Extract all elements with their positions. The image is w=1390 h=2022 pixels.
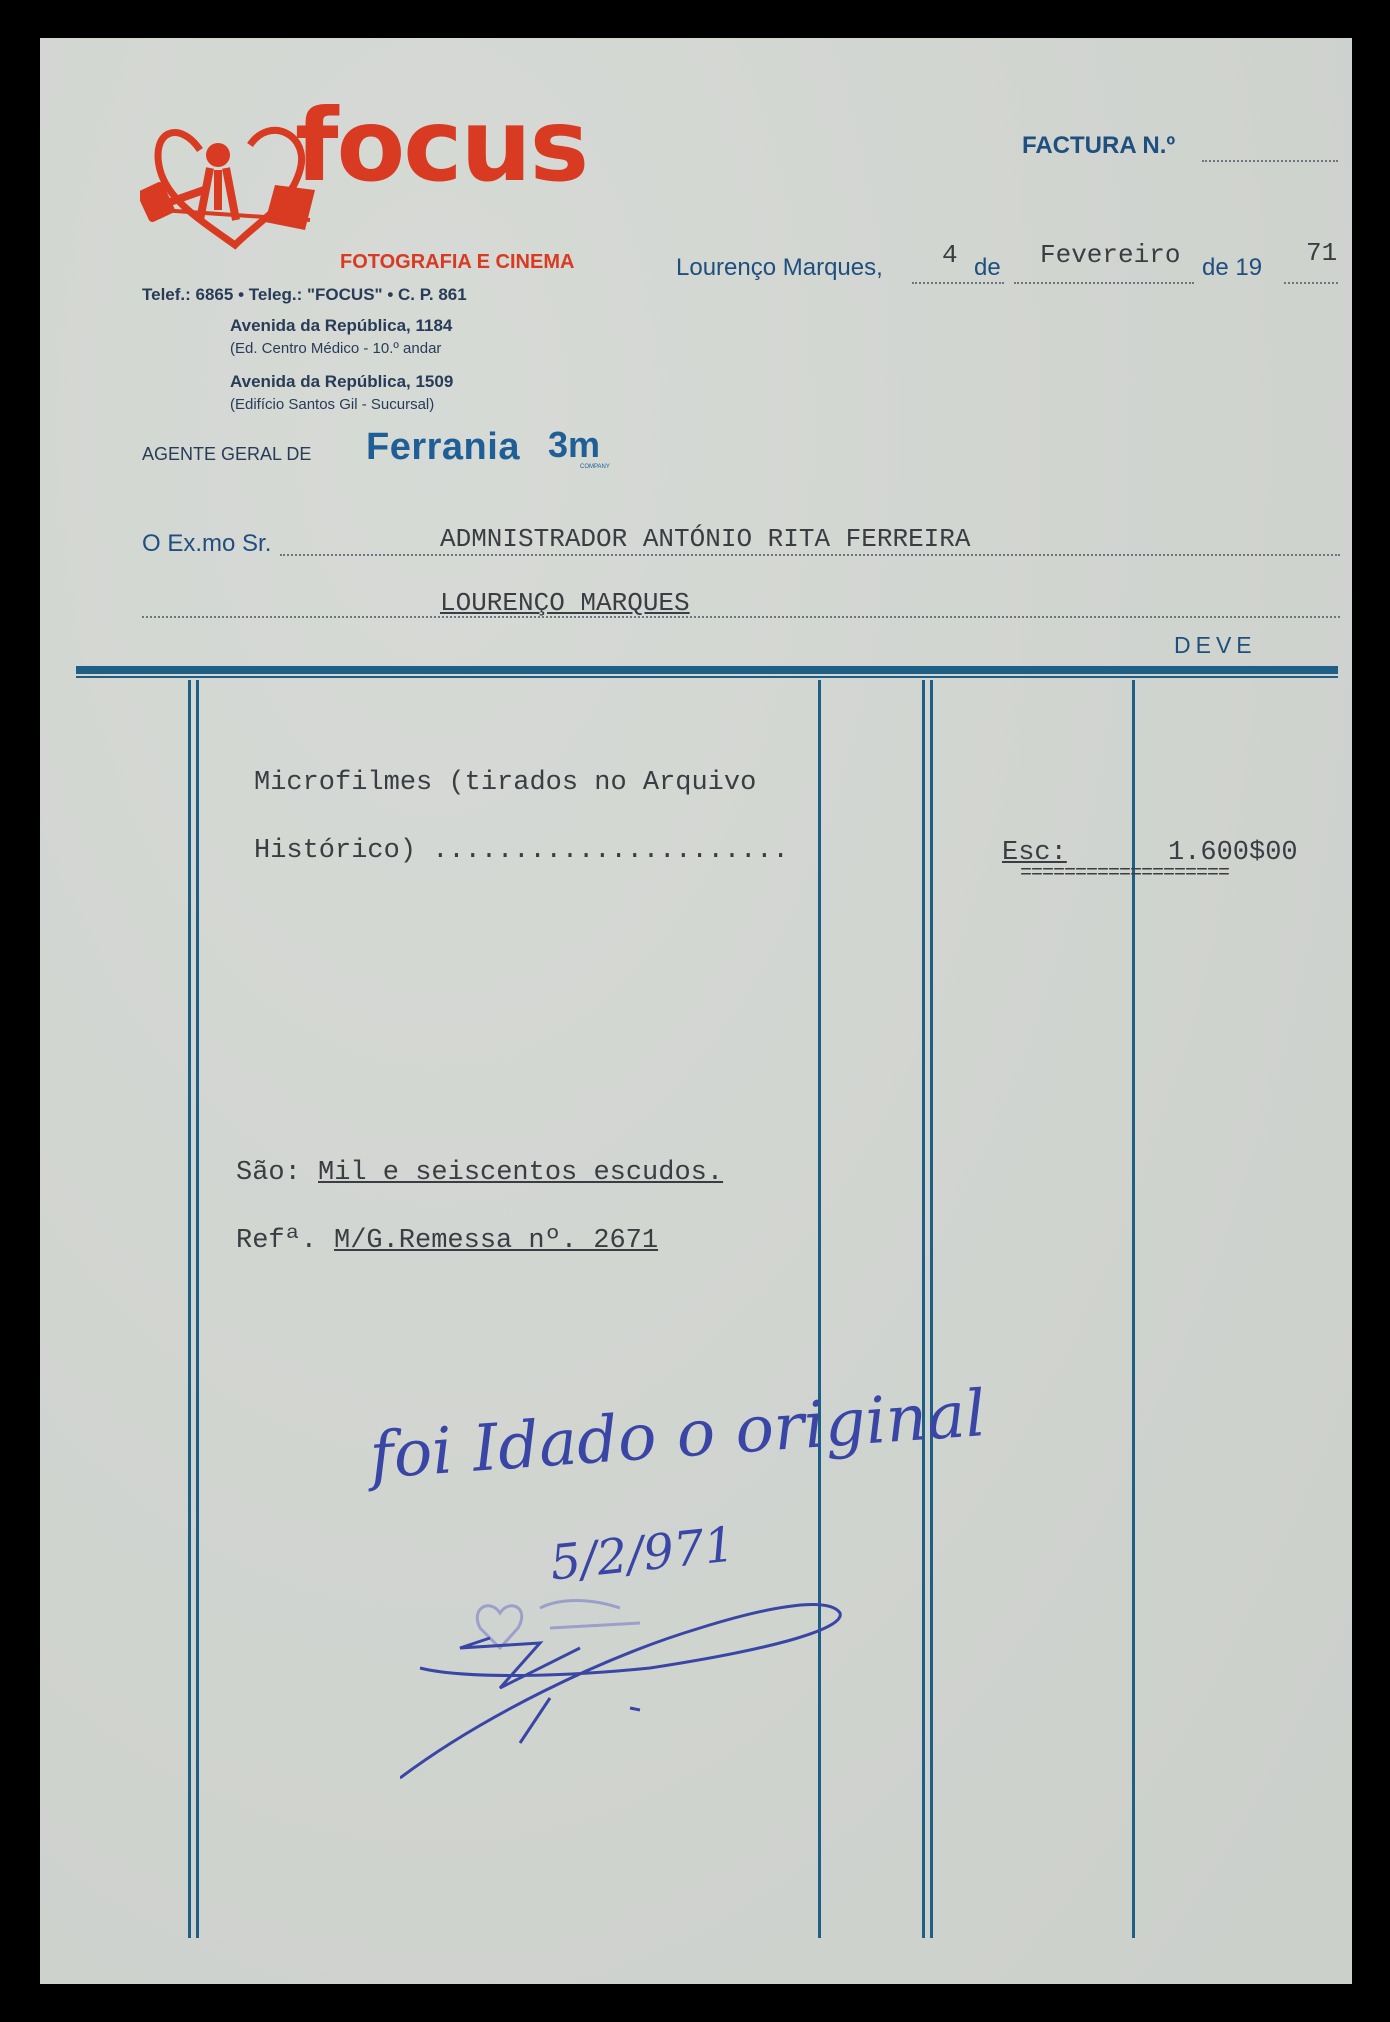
address-2-note: (Edifício Santos Gil - Sucursal) bbox=[230, 396, 435, 413]
brand-3m-company: COMPANY bbox=[580, 464, 610, 470]
address-1: Avenida da República, 1184 bbox=[230, 316, 453, 335]
handwritten-note: foi Idado o original bbox=[367, 1377, 989, 1494]
date-year: 71 bbox=[1306, 238, 1338, 268]
salutation: O Ex.mo Sr. bbox=[142, 530, 272, 557]
place-label: Lourenço Marques, bbox=[676, 254, 883, 281]
table-top-rule bbox=[76, 666, 1338, 674]
company-stamp-signature-icon bbox=[400, 1568, 960, 1788]
de-label-1: de bbox=[974, 254, 1001, 281]
invoice-paper bbox=[40, 38, 1352, 1984]
recipient-name: ADMNISTRADOR ANTÓNIO RITA FERREIRA bbox=[440, 524, 971, 554]
agent-label: AGENTE GERAL DE bbox=[142, 444, 312, 464]
agent-brand: Ferrania bbox=[366, 426, 520, 468]
ref-value: M/G.Remessa nº. 2671 bbox=[334, 1226, 659, 1256]
address-1-note: (Ed. Centro Médico - 10.º andar bbox=[230, 340, 442, 357]
ref-label: Refª. bbox=[236, 1226, 318, 1256]
item-description-line-1: Microfilmes (tirados no Arquivo bbox=[254, 768, 757, 798]
sao-value: Mil e seiscentos escudos. bbox=[318, 1158, 724, 1188]
handwritten-date: 5/2/971 bbox=[547, 1516, 738, 1592]
logo-wordmark: focus bbox=[295, 87, 588, 204]
de-label-2: de 19 bbox=[1202, 254, 1263, 281]
logo-subtitle: FOTOGRAFIA E CINEMA bbox=[340, 251, 575, 273]
recipient-city: LOURENÇO MARQUES bbox=[440, 588, 690, 618]
item-description-line-2: Histórico) ...................... bbox=[254, 836, 789, 866]
sao-label: São: bbox=[236, 1158, 301, 1188]
address-2: Avenida da República, 1509 bbox=[230, 372, 454, 391]
brand-3m-mark: 3m bbox=[548, 424, 601, 465]
date-month: Fevereiro bbox=[1040, 240, 1181, 270]
date-day: 4 bbox=[942, 240, 958, 270]
amount-double-underline: =================== bbox=[1020, 862, 1230, 885]
phone-line: Telef.: 6865 • Teleg.: "FOCUS" • C. P. 861 bbox=[142, 285, 467, 304]
currency-label: Esc: bbox=[1002, 838, 1067, 868]
factura-number-line bbox=[1202, 160, 1338, 162]
deve-label: DEVE bbox=[1174, 632, 1257, 658]
amount-value: 1.600$00 bbox=[1168, 838, 1298, 868]
column-rule bbox=[188, 680, 191, 1938]
factura-label: FACTURA N.º bbox=[1022, 132, 1176, 159]
